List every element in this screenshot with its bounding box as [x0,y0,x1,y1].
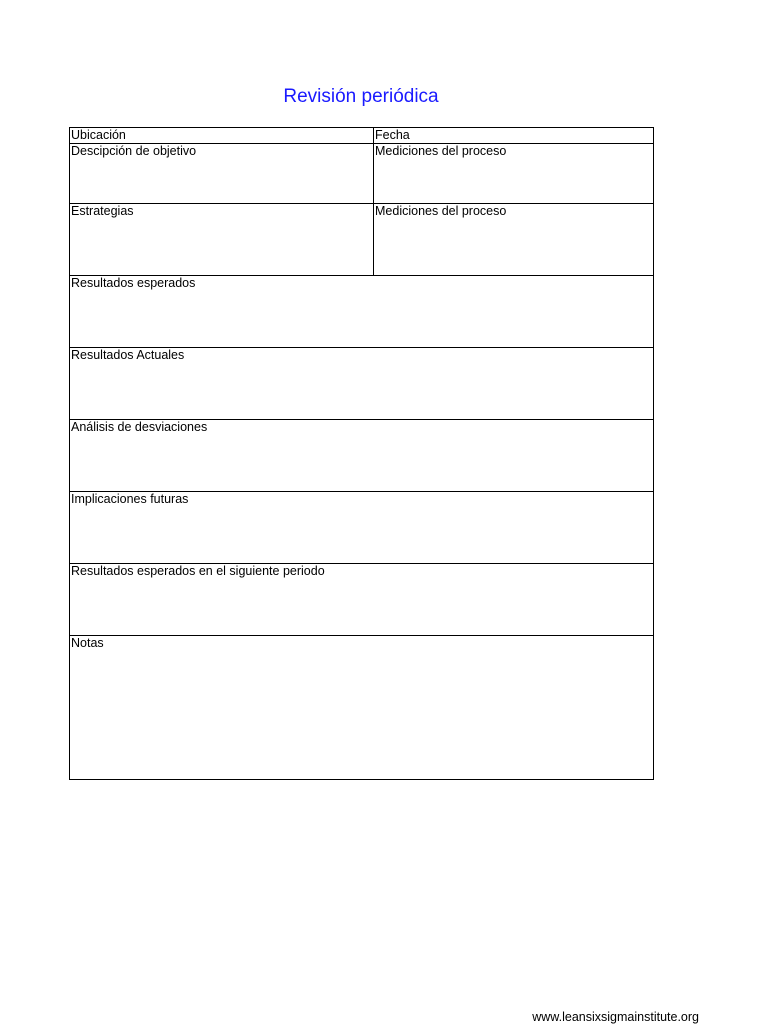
current-results-field[interactable] [70,348,654,420]
location-field[interactable] [70,128,374,144]
strategies-field[interactable] [70,204,374,276]
deviation-analysis-field[interactable] [70,420,654,492]
process-measurements-field-2[interactable] [374,204,654,276]
date-field[interactable] [374,128,654,144]
expected-results-field[interactable] [70,276,654,348]
form-row-notes [70,636,654,780]
page-title: Revisión periódica [283,86,439,107]
deviation-analysis-label: Análisis de desviaciones [71,420,208,434]
objective-field[interactable] [70,144,374,204]
review-form-table [69,127,654,780]
future-implications-field[interactable] [70,492,654,564]
notes-field[interactable] [70,636,654,780]
form-row-header [70,128,654,144]
form-row-deviation-analysis [70,420,654,492]
form-row-next-period-results [70,564,654,636]
form-row-objective [70,144,654,204]
process-measurements-label-1: Mediciones del proceso [375,144,507,158]
location-label: Ubicación [71,128,126,142]
date-label: Fecha [375,128,410,142]
process-measurements-field-1[interactable] [374,144,654,204]
form-row-future-implications [70,492,654,564]
notes-label: Notas [71,636,104,650]
form-row-strategies [70,204,654,276]
form-row-expected-results [70,276,654,348]
future-implications-label: Implicaciones futuras [71,492,189,506]
next-period-results-label: Resultados esperados en el siguiente periodo [71,564,325,578]
form-row-current-results [70,348,654,420]
footer-website: www.leansixsigmainstitute.org [532,1010,699,1024]
process-measurements-label-2: Mediciones del proceso [375,204,507,218]
strategies-label: Estrategias [71,204,134,218]
next-period-results-field[interactable] [70,564,654,636]
current-results-label: Resultados Actuales [71,348,185,362]
expected-results-label: Resultados esperados [71,276,196,290]
objective-label: Descipción de objetivo [71,144,197,158]
